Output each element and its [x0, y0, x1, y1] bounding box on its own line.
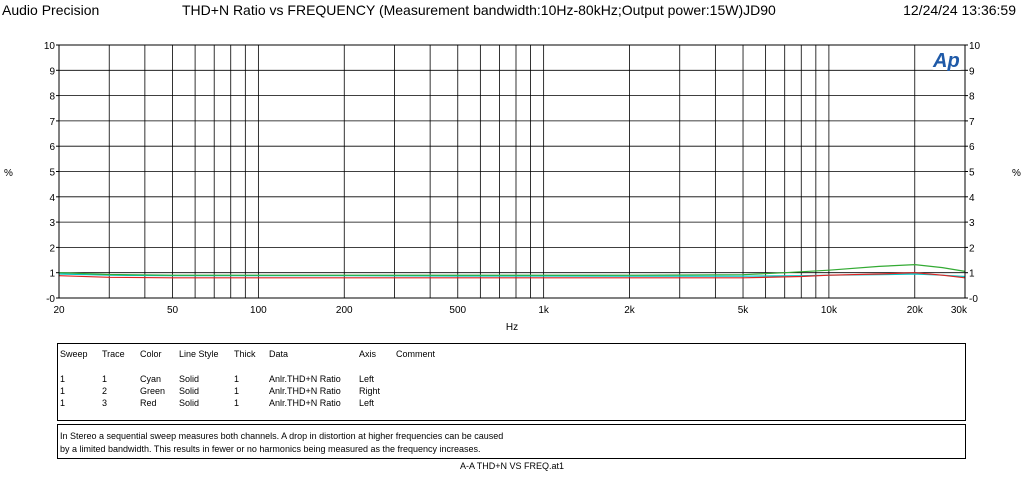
x-tick-label: 30k [950, 305, 967, 316]
legend-header-style: Line Style [179, 349, 219, 359]
y-tick-label-right: 9 [969, 66, 975, 78]
y-tick-label-right: 1 [969, 268, 975, 280]
legend-thick: 1 [234, 374, 240, 384]
y-axis-ticks [44, 41, 981, 305]
y-tick-label-right: 2 [969, 243, 975, 255]
legend-header-trace: Trace [102, 349, 125, 359]
x-tick-label: 1k [538, 305, 549, 316]
legend-data: Anlr.THD+N Ratio [269, 398, 341, 408]
legend-axis: Right [359, 386, 381, 396]
legend-header-comment: Comment [396, 349, 436, 359]
legend-header-color: Color [140, 349, 162, 359]
legend-header-sweep: Sweep [60, 349, 88, 359]
legend-table [57, 343, 966, 421]
y-tick-label-right: 10 [969, 41, 981, 52]
y-tick-label-right: 6 [969, 142, 975, 154]
legend-thick: 1 [234, 398, 240, 408]
y-tick-label-left: -0 [46, 294, 55, 305]
comment-line-1: In Stereo a sequential sweep measures both channels. A drop in distortion at higher frequencies can be caused [60, 431, 504, 441]
chart-grid [59, 45, 965, 298]
x-axis-ticks [53, 305, 968, 316]
legend-data: Anlr.THD+N Ratio [269, 386, 341, 396]
y-tick-label-left: 8 [49, 91, 55, 103]
legend-style: Solid [179, 398, 200, 408]
y-tick-label-right: 7 [969, 116, 975, 128]
legend-header-thick: Thick [234, 349, 256, 359]
legend-header-row [58, 349, 965, 361]
legend-trace: 1 [102, 374, 108, 384]
x-tick-label: 2k [624, 305, 635, 316]
legend-row [58, 386, 965, 398]
ap-logo [931, 48, 963, 72]
legend-data: Anlr.THD+N Ratio [269, 374, 341, 384]
legend-sweep: 1 [60, 374, 66, 384]
x-tick-label: 50 [166, 305, 179, 316]
legend-color: Red [140, 398, 157, 408]
legend-axis: Left [359, 398, 375, 408]
file-name: A-A THD+N VS FREQ.at1 [459, 461, 565, 471]
comment-box [57, 424, 966, 459]
brand-label: Audio Precision [2, 2, 100, 18]
x-tick-label: 200 [335, 305, 353, 316]
y-tick-label-left: 7 [49, 116, 55, 128]
y-tick-label-left: 10 [43, 41, 55, 52]
chart-title: THD+N Ratio vs FREQUENCY (Measurement bandwidth:10Hz-80kHz;Output power:15W)JD90 [182, 2, 776, 18]
legend-row [58, 374, 965, 386]
y-tick-label-left: 2 [49, 243, 55, 255]
y-tick-label-left: 4 [49, 192, 55, 204]
legend-trace: 2 [102, 386, 108, 396]
y-axis-label-left: % [4, 168, 13, 179]
legend-header-axis: Axis [359, 349, 377, 359]
x-axis-label: Hz [505, 322, 519, 333]
y-tick-label-left: 6 [49, 142, 55, 154]
timestamp: 12/24/24 13:36:59 [903, 2, 1016, 18]
y-tick-label-right: 4 [969, 192, 975, 204]
legend-row [58, 398, 965, 410]
legend-axis: Left [359, 374, 375, 384]
comment-line-2: by a limited bandwidth. This results in fewer or no harmonics being measured as the frequency increases. [60, 444, 481, 454]
legend-sweep: 1 [60, 398, 66, 408]
legend-color: Cyan [140, 374, 162, 384]
y-tick-label-right: -0 [969, 294, 978, 305]
x-tick-label: 5k [737, 305, 749, 316]
legend-color: Green [140, 386, 166, 396]
y-tick-label-left: 5 [49, 167, 55, 179]
x-tick-label: 10k [820, 305, 837, 316]
y-tick-label-left: 1 [49, 268, 55, 280]
legend-style: Solid [179, 386, 200, 396]
y-axis-label-right: % [1012, 168, 1021, 179]
x-tick-label: 20k [906, 305, 923, 316]
y-tick-label-left: 3 [49, 218, 55, 230]
y-tick-label-right: 3 [969, 218, 975, 230]
legend-header-data: Data [269, 349, 289, 359]
legend-trace: 3 [102, 398, 108, 408]
y-tick-label-left: 9 [49, 66, 55, 78]
legend-thick: 1 [234, 386, 240, 396]
x-tick-label: 100 [250, 305, 267, 316]
legend-sweep: 1 [60, 386, 66, 396]
ap-logo-text: Ap [933, 50, 960, 72]
legend-style: Solid [179, 374, 200, 384]
y-tick-label-right: 5 [969, 167, 975, 179]
x-tick-label: 500 [449, 305, 467, 316]
x-tick-label: 20 [53, 305, 65, 316]
y-tick-label-right: 8 [969, 91, 975, 103]
